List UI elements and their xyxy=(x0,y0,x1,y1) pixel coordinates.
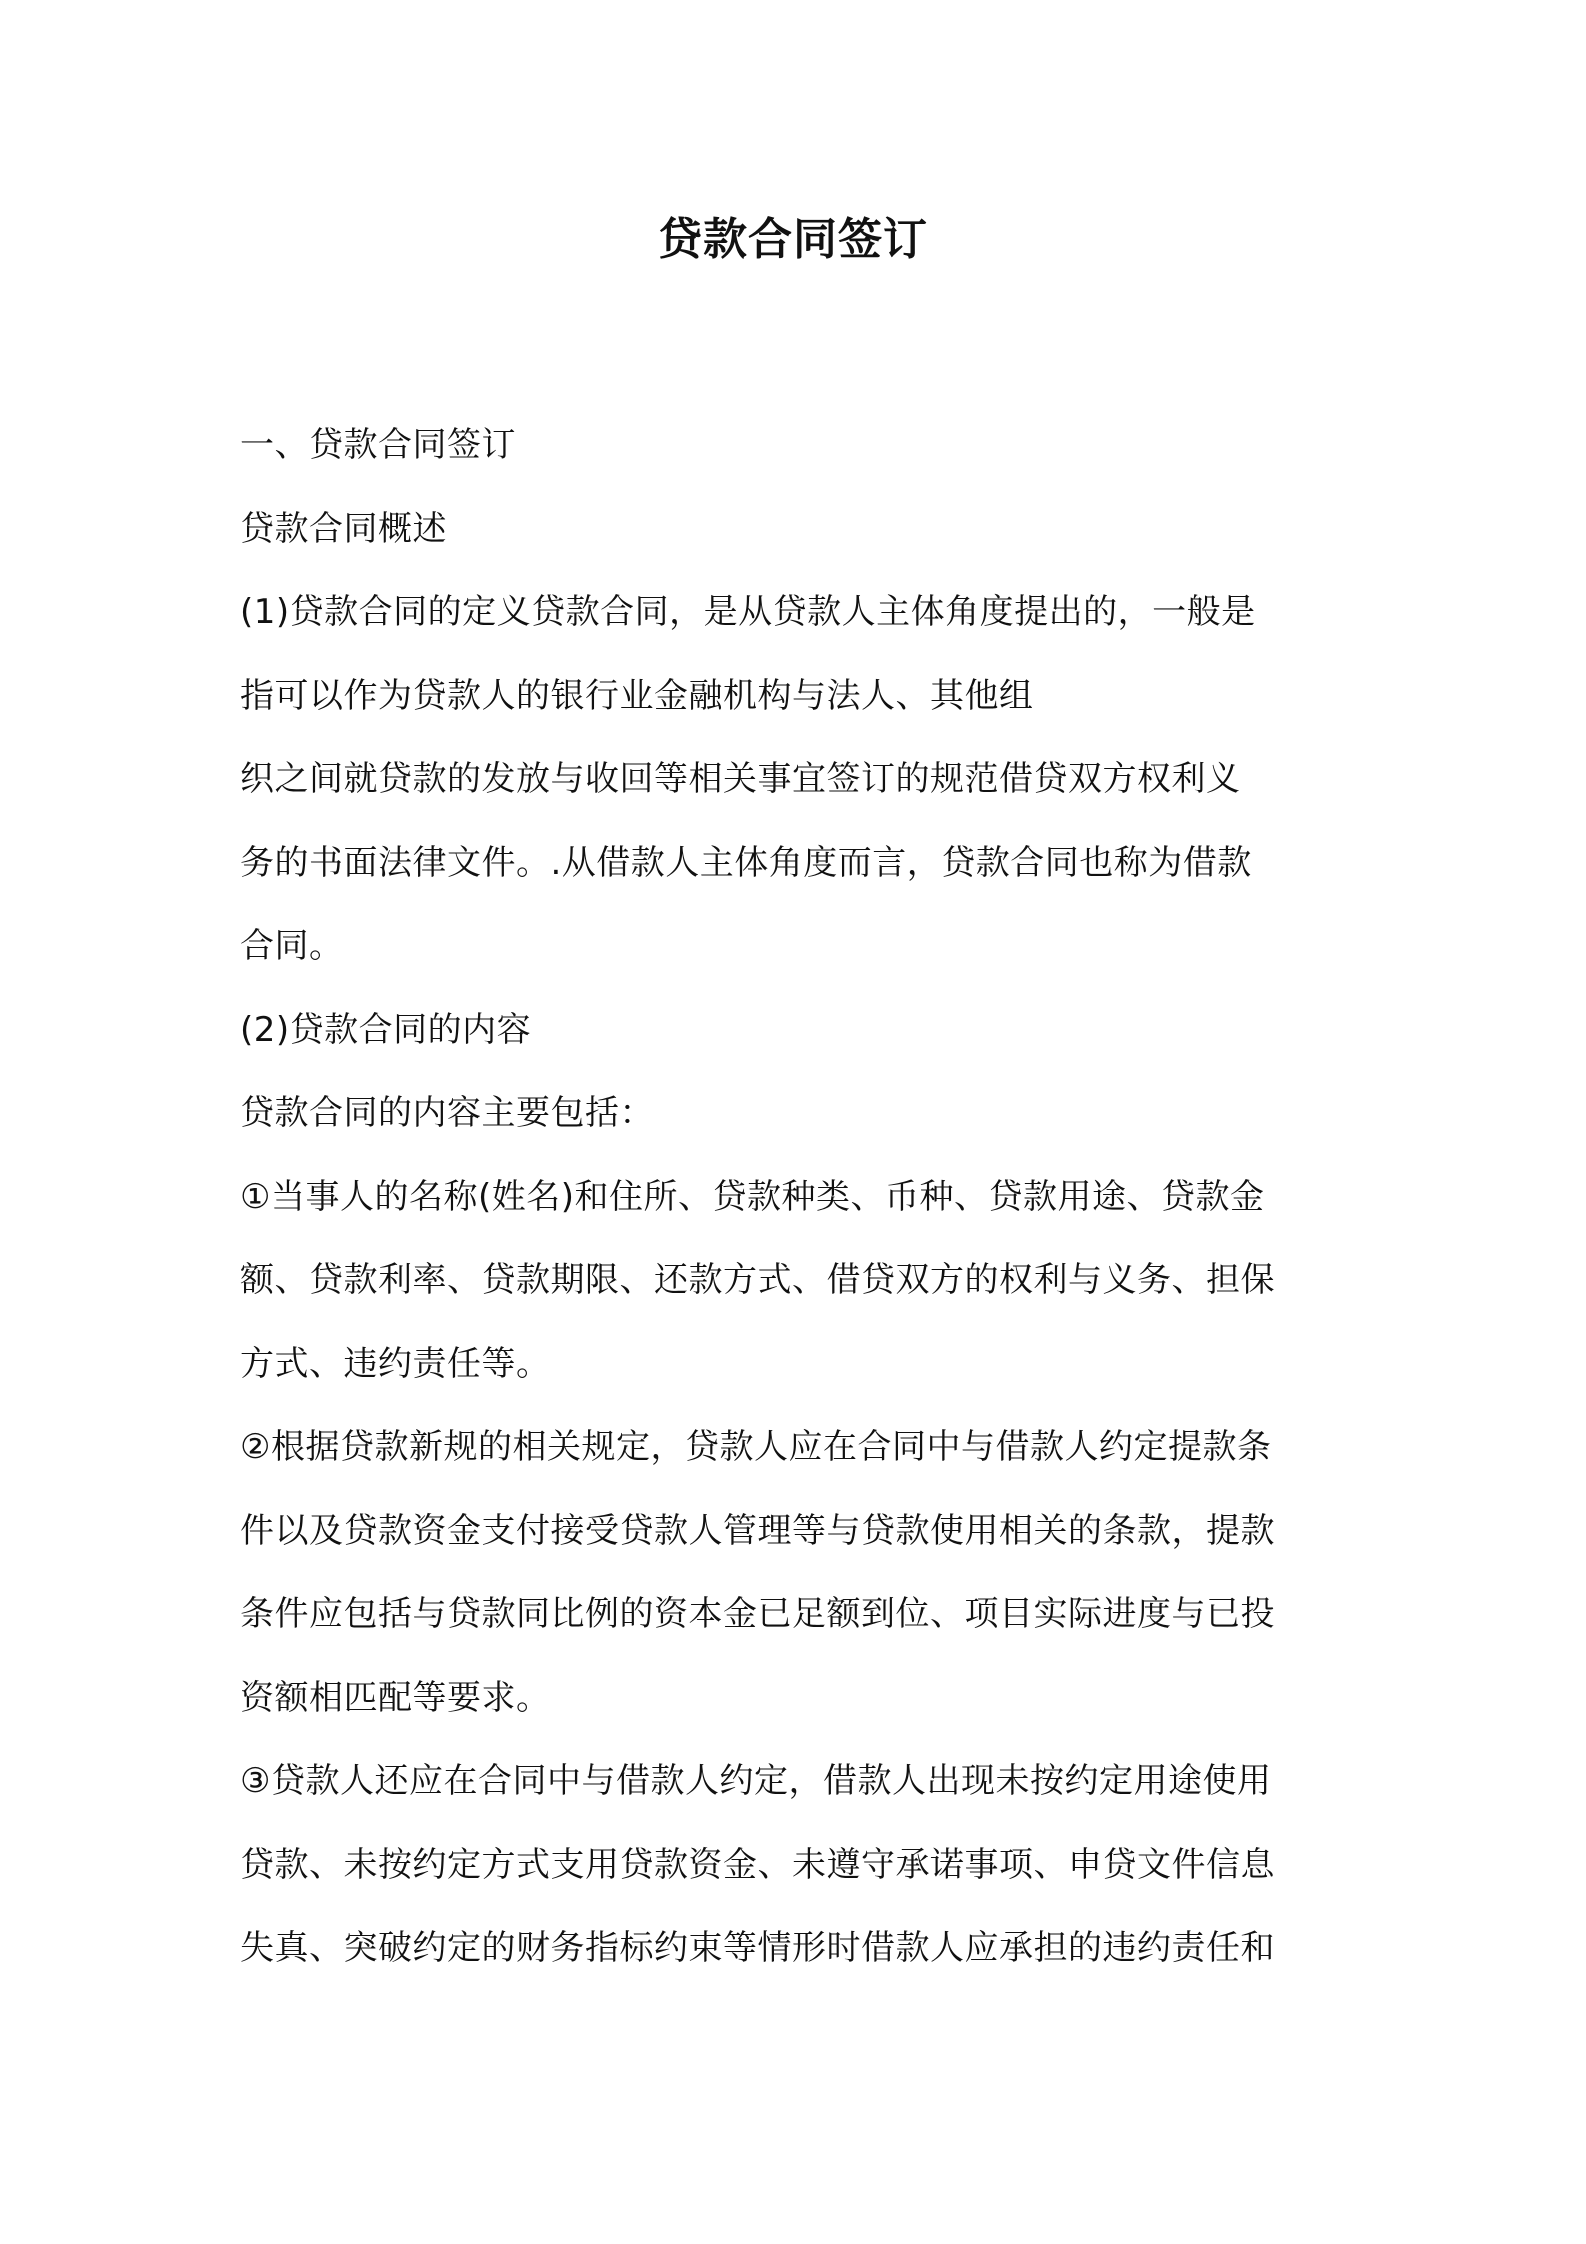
document-title: 贷款合同签订 xyxy=(658,214,928,265)
paragraph-line: 指可以作为贷款人的银行业金融机构与法人、其他组 xyxy=(240,675,1034,716)
paragraph-line: 贷款、未按约定方式支用贷款资金、未遵守承诺事项、申贷文件信息 xyxy=(240,1844,1275,1885)
paragraph-line: 条件应包括与贷款同比例的资本金已足额到位、项目实际进度与已投 xyxy=(240,1594,1275,1634)
paragraph-line: 务的书面法律文件。.从借款人主体角度而言，贷款合同也称为借款 xyxy=(240,842,1252,883)
subsection-heading: (2)贷款合同的内容 xyxy=(240,1009,532,1050)
paragraph-line: ③贷款人还应在合同中与借款人约定，借款人出现未按约定用途使用 xyxy=(240,1761,1272,1801)
paragraph-line: ①当事人的名称(姓名)和住所、贷款种类、币种、贷款用途、贷款金 xyxy=(240,1176,1265,1217)
paragraph-line: 合同。 xyxy=(240,926,344,966)
document-body xyxy=(240,404,1360,1991)
paragraph-line: 方式、违约责任等。 xyxy=(240,1343,551,1384)
paragraph-line: 额、贷款利率、贷款期限、还款方式、借贷双方的权利与义务、担保 xyxy=(240,1260,1275,1300)
paragraph-line: 资额相匹配等要求。 xyxy=(240,1677,551,1718)
paragraph-line: 件以及贷款资金支付接受贷款人管理等与贷款使用相关的条款，提款 xyxy=(240,1510,1275,1551)
subsection-heading: 贷款合同概述 xyxy=(240,508,447,549)
paragraph-line: 贷款合同的内容主要包括： xyxy=(240,1093,654,1133)
section-heading: 一、贷款合同签订 xyxy=(240,425,516,465)
paragraph-line: 失真、突破约定的财务指标约束等情形时借款人应承担的违约责任和 xyxy=(240,1928,1275,1968)
paragraph-line: 织之间就贷款的发放与收回等相关事宜签订的规范借贷双方权利义 xyxy=(240,759,1241,799)
paragraph-line: (1)贷款合同的定义贷款合同，是从贷款人主体角度提出的，一般是 xyxy=(240,592,1256,632)
paragraph-line: ②根据贷款新规的相关规定，贷款人应在合同中与借款人约定提款条 xyxy=(240,1427,1272,1467)
